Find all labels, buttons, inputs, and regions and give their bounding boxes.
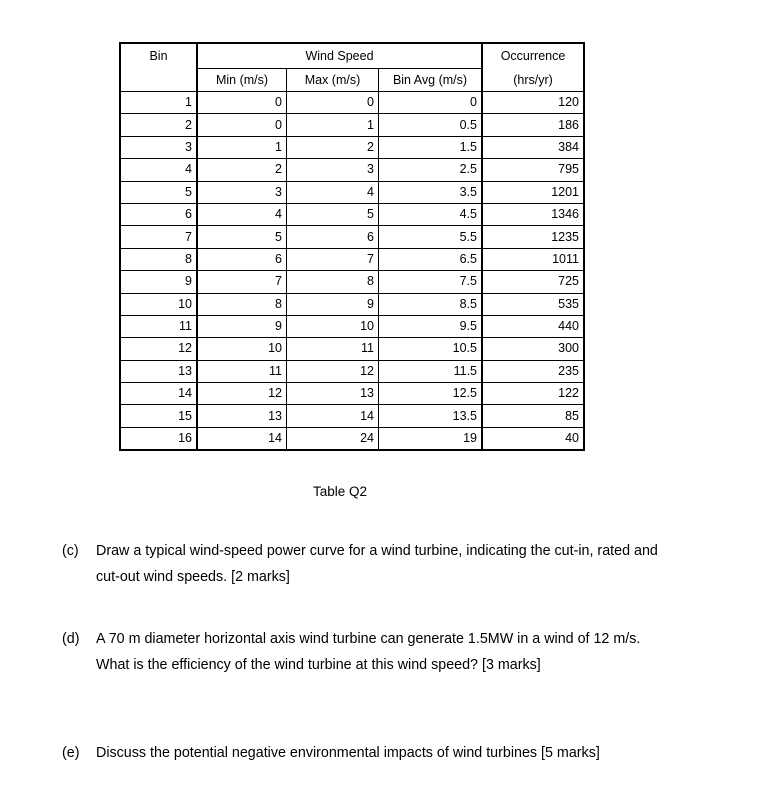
- cell-occurrence: 1235: [482, 226, 584, 248]
- cell-bin: 1: [120, 92, 197, 114]
- cell-bin: 14: [120, 383, 197, 405]
- cell-max: 5: [287, 203, 379, 225]
- question-text: A 70 m diameter horizontal axis wind turbine can generate 1.5MW in a wind of 12 m/s. What is the efficiency of the wind turbine at this wind speed? [3 marks]: [96, 631, 641, 673]
- cell-max: 3: [287, 159, 379, 181]
- table-row: [120, 114, 584, 136]
- header-occurrence-unit: (hrs/yr): [482, 69, 584, 92]
- cell-occurrence: 384: [482, 136, 584, 158]
- header-occurrence: Occurrence: [482, 43, 584, 69]
- cell-min: 14: [197, 427, 287, 450]
- table-header-row: [120, 43, 584, 69]
- table-row: [120, 181, 584, 203]
- question-e: [62, 740, 662, 766]
- wind-speed-table-container: [119, 42, 585, 451]
- table-row: [120, 136, 584, 158]
- cell-max: 1: [287, 114, 379, 136]
- table-row: [120, 203, 584, 225]
- table-body: [120, 43, 584, 450]
- cell-occurrence: 300: [482, 338, 584, 360]
- cell-min: 2: [197, 159, 287, 181]
- header-avg: Bin Avg (m/s): [379, 69, 483, 92]
- cell-avg: 1.5: [379, 136, 483, 158]
- cell-avg: 5.5: [379, 226, 483, 248]
- table-row: [120, 92, 584, 114]
- cell-min: 13: [197, 405, 287, 427]
- cell-max: 8: [287, 271, 379, 293]
- cell-occurrence: 1201: [482, 181, 584, 203]
- cell-occurrence: 535: [482, 293, 584, 315]
- cell-avg: 3.5: [379, 181, 483, 203]
- header-wind-speed: Wind Speed: [197, 43, 482, 69]
- cell-min: 8: [197, 293, 287, 315]
- table-row: [120, 405, 584, 427]
- table-row: [120, 248, 584, 270]
- cell-max: 12: [287, 360, 379, 382]
- cell-occurrence: 1011: [482, 248, 584, 270]
- cell-avg: 8.5: [379, 293, 483, 315]
- cell-avg: 2.5: [379, 159, 483, 181]
- cell-bin: 7: [120, 226, 197, 248]
- cell-occurrence: 85: [482, 405, 584, 427]
- cell-occurrence: 795: [482, 159, 584, 181]
- table-row: [120, 360, 584, 382]
- table-row: [120, 427, 584, 450]
- cell-avg: 11.5: [379, 360, 483, 382]
- cell-occurrence: 40: [482, 427, 584, 450]
- cell-bin: 11: [120, 315, 197, 337]
- cell-min: 12: [197, 383, 287, 405]
- cell-min: 4: [197, 203, 287, 225]
- cell-occurrence: 120: [482, 92, 584, 114]
- cell-bin: 9: [120, 271, 197, 293]
- table-row: [120, 293, 584, 315]
- cell-bin: 10: [120, 293, 197, 315]
- table-row: [120, 226, 584, 248]
- cell-min: 6: [197, 248, 287, 270]
- cell-max: 6: [287, 226, 379, 248]
- table-row: [120, 383, 584, 405]
- cell-occurrence: 235: [482, 360, 584, 382]
- question-label: (c): [62, 543, 79, 559]
- cell-max: 4: [287, 181, 379, 203]
- cell-avg: 7.5: [379, 271, 483, 293]
- question-label: (d): [62, 631, 80, 647]
- cell-max: 14: [287, 405, 379, 427]
- cell-max: 13: [287, 383, 379, 405]
- cell-avg: 9.5: [379, 315, 483, 337]
- question-d: [62, 626, 662, 678]
- header-bin: Bin: [120, 43, 197, 92]
- cell-bin: 2: [120, 114, 197, 136]
- cell-bin: 6: [120, 203, 197, 225]
- cell-max: 2: [287, 136, 379, 158]
- cell-bin: 4: [120, 159, 197, 181]
- cell-bin: 13: [120, 360, 197, 382]
- header-min: Min (m/s): [197, 69, 287, 92]
- cell-avg: 4.5: [379, 203, 483, 225]
- question-text: Draw a typical wind-speed power curve for a wind turbine, indicating the cut-in, rated and cut-out wind speeds. [2 marks]: [96, 543, 658, 585]
- cell-bin: 15: [120, 405, 197, 427]
- cell-bin: 8: [120, 248, 197, 270]
- cell-avg: 0: [379, 92, 483, 114]
- cell-max: 11: [287, 338, 379, 360]
- cell-max: 24: [287, 427, 379, 450]
- table-row: [120, 315, 584, 337]
- cell-bin: 5: [120, 181, 197, 203]
- cell-occurrence: 186: [482, 114, 584, 136]
- cell-bin: 16: [120, 427, 197, 450]
- cell-min: 7: [197, 271, 287, 293]
- cell-occurrence: 440: [482, 315, 584, 337]
- cell-min: 3: [197, 181, 287, 203]
- cell-avg: 0.5: [379, 114, 483, 136]
- cell-min: 9: [197, 315, 287, 337]
- cell-min: 5: [197, 226, 287, 248]
- cell-bin: 3: [120, 136, 197, 158]
- cell-max: 9: [287, 293, 379, 315]
- table-row: [120, 271, 584, 293]
- table-row: [120, 338, 584, 360]
- question-text: Discuss the potential negative environmental impacts of wind turbines [5 marks]: [96, 745, 600, 761]
- table-caption: Table Q2: [312, 484, 368, 499]
- table-row: [120, 159, 584, 181]
- cell-avg: 13.5: [379, 405, 483, 427]
- wind-speed-table: [119, 42, 585, 451]
- cell-min: 1: [197, 136, 287, 158]
- cell-min: 11: [197, 360, 287, 382]
- cell-max: 7: [287, 248, 379, 270]
- cell-occurrence: 122: [482, 383, 584, 405]
- cell-avg: 12.5: [379, 383, 483, 405]
- question-c: [62, 538, 662, 590]
- cell-min: 10: [197, 338, 287, 360]
- cell-avg: 19: [379, 427, 483, 450]
- cell-occurrence: 1346: [482, 203, 584, 225]
- cell-min: 0: [197, 92, 287, 114]
- cell-max: 0: [287, 92, 379, 114]
- cell-avg: 10.5: [379, 338, 483, 360]
- cell-occurrence: 725: [482, 271, 584, 293]
- cell-max: 10: [287, 315, 379, 337]
- cell-min: 0: [197, 114, 287, 136]
- question-label: (e): [62, 745, 80, 761]
- header-max: Max (m/s): [287, 69, 379, 92]
- cell-avg: 6.5: [379, 248, 483, 270]
- cell-bin: 12: [120, 338, 197, 360]
